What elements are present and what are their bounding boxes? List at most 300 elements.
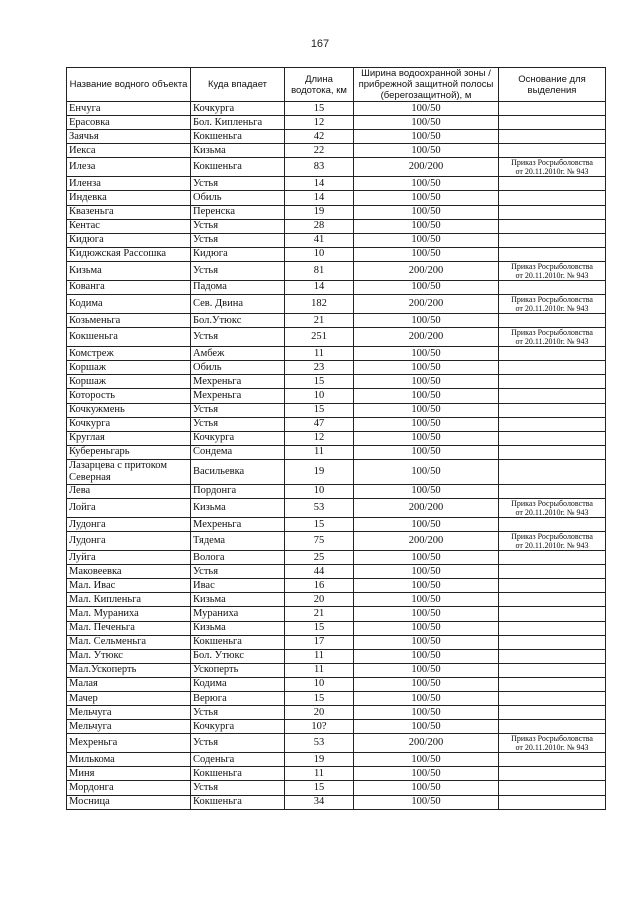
cell-length: 22 [285, 144, 354, 158]
cell-flows-into: Устья [191, 417, 285, 431]
cell-width: 200/200 [354, 328, 499, 347]
cell-length: 42 [285, 130, 354, 144]
cell-width: 100/50 [354, 795, 499, 809]
cell-width: 100/50 [354, 361, 499, 375]
cell-flows-into: Кочкурга [191, 720, 285, 734]
cell-flows-into: Ускоперть [191, 663, 285, 677]
table-row [67, 720, 606, 734]
cell-basis [499, 130, 606, 144]
cell-length: 14 [285, 177, 354, 191]
cell-length: 23 [285, 361, 354, 375]
cell-basis [499, 649, 606, 663]
cell-flows-into: Устья [191, 734, 285, 753]
cell-name: Мехреньга [67, 734, 191, 753]
cell-length: 14 [285, 280, 354, 294]
cell-name: Лазарцева с притоком Северная [67, 459, 191, 484]
cell-flows-into: Васильевка [191, 459, 285, 484]
cell-name: Мал. Мураниха [67, 607, 191, 621]
table-row [67, 347, 606, 361]
table-row [67, 517, 606, 531]
cell-length: 251 [285, 328, 354, 347]
cell-length: 11 [285, 767, 354, 781]
cell-name: Милькома [67, 753, 191, 767]
cell-width: 100/50 [354, 677, 499, 691]
cell-length: 20 [285, 593, 354, 607]
cell-width: 100/50 [354, 116, 499, 130]
cell-length: 25 [285, 551, 354, 565]
cell-width: 100/50 [354, 347, 499, 361]
cell-name: Иекса [67, 144, 191, 158]
cell-flows-into: Тядема [191, 532, 285, 551]
cell-basis [499, 295, 606, 314]
cell-width: 100/50 [354, 177, 499, 191]
cell-basis [499, 692, 606, 706]
cell-basis [499, 389, 606, 403]
basis-line-1: Приказ Росрыболовства [511, 532, 593, 542]
table-row [67, 247, 606, 261]
cell-length: 12 [285, 116, 354, 130]
cell-width: 100/50 [354, 144, 499, 158]
table-row [67, 663, 606, 677]
cell-name: Лева [67, 484, 191, 498]
cell-basis [499, 635, 606, 649]
cell-basis [499, 417, 606, 431]
header-name: Название водного объекта [67, 68, 191, 102]
cell-length: 11 [285, 649, 354, 663]
cell-basis [499, 445, 606, 459]
cell-flows-into: Перенска [191, 205, 285, 219]
cell-width: 100/50 [354, 781, 499, 795]
cell-length: 19 [285, 753, 354, 767]
cell-width: 100/50 [354, 417, 499, 431]
cell-name: Мал. Печеньга [67, 621, 191, 635]
cell-flows-into: Кокшеньга [191, 158, 285, 177]
cell-flows-into: Амбеж [191, 347, 285, 361]
cell-flows-into: Кочкурга [191, 431, 285, 445]
cell-length: 41 [285, 233, 354, 247]
table-row [67, 375, 606, 389]
cell-width: 100/50 [354, 621, 499, 635]
cell-name: Мал. Ивас [67, 579, 191, 593]
cell-length: 21 [285, 314, 354, 328]
table-row [67, 706, 606, 720]
cell-length: 75 [285, 532, 354, 551]
basis-line-2: от 20.11.2010г. № 943 [515, 541, 589, 551]
cell-width: 100/50 [354, 191, 499, 205]
basis-line-2: от 20.11.2010г. № 943 [515, 743, 589, 753]
cell-name: Мал.Ускоперть [67, 663, 191, 677]
cell-flows-into: Кокшеньга [191, 635, 285, 649]
cell-basis [499, 753, 606, 767]
cell-basis [499, 247, 606, 261]
cell-length: 16 [285, 579, 354, 593]
cell-width: 100/50 [354, 314, 499, 328]
basis-line-1: Приказ Росрыболовства [511, 158, 593, 168]
cell-length: 20 [285, 706, 354, 720]
cell-basis [499, 261, 606, 280]
table-row [67, 551, 606, 565]
table-row [67, 484, 606, 498]
cell-name: Илеза [67, 158, 191, 177]
cell-flows-into: Пордонга [191, 484, 285, 498]
cell-name: Мосница [67, 795, 191, 809]
basis-line-1: Приказ Росрыболовства [511, 328, 593, 338]
cell-flows-into: Кизьма [191, 621, 285, 635]
cell-length: 12 [285, 431, 354, 445]
cell-length: 11 [285, 347, 354, 361]
table-row [67, 102, 606, 116]
table-row [67, 753, 606, 767]
cell-width: 100/50 [354, 102, 499, 116]
cell-flows-into: Верюга [191, 692, 285, 706]
table-row [67, 498, 606, 517]
table-row [67, 692, 606, 706]
cell-length: 14 [285, 191, 354, 205]
cell-flows-into: Устья [191, 233, 285, 247]
table-row [67, 130, 606, 144]
cell-flows-into: Бол. Утюкс [191, 649, 285, 663]
cell-length: 15 [285, 102, 354, 116]
table-header [67, 68, 606, 102]
cell-width: 200/200 [354, 532, 499, 551]
table-row [67, 116, 606, 130]
basis-line-2: от 20.11.2010г. № 943 [515, 337, 589, 347]
table-row [67, 261, 606, 280]
cell-basis [499, 431, 606, 445]
table-row [67, 233, 606, 247]
cell-name: Мельчуга [67, 720, 191, 734]
cell-length: 11 [285, 445, 354, 459]
cell-flows-into: Кизьма [191, 593, 285, 607]
cell-name: Малая [67, 677, 191, 691]
table-row [67, 635, 606, 649]
cell-basis [499, 677, 606, 691]
cell-length: 10 [285, 677, 354, 691]
table-row [67, 677, 606, 691]
header-basis: Основание для выделения [499, 68, 606, 102]
cell-length: 34 [285, 795, 354, 809]
cell-flows-into: Бол. Кипленьга [191, 116, 285, 130]
cell-basis [499, 517, 606, 531]
cell-flows-into: Ивас [191, 579, 285, 593]
cell-basis [499, 177, 606, 191]
cell-flows-into: Устья [191, 328, 285, 347]
basis-line-1: Приказ Росрыболовства [511, 295, 593, 305]
cell-basis [499, 498, 606, 517]
cell-length: 47 [285, 417, 354, 431]
table-row [67, 795, 606, 809]
table-row [67, 565, 606, 579]
cell-length: 17 [285, 635, 354, 649]
cell-basis [499, 734, 606, 753]
cell-flows-into: Устья [191, 781, 285, 795]
cell-length: 11 [285, 663, 354, 677]
cell-name: Лойга [67, 498, 191, 517]
cell-name: Лудонга [67, 532, 191, 551]
cell-basis [499, 403, 606, 417]
table-row [67, 734, 606, 753]
cell-flows-into: Устья [191, 565, 285, 579]
cell-basis [499, 579, 606, 593]
table-row [67, 579, 606, 593]
cell-length: 182 [285, 295, 354, 314]
cell-name: Миня [67, 767, 191, 781]
cell-flows-into: Обиль [191, 191, 285, 205]
cell-length: 15 [285, 403, 354, 417]
cell-name: Мал. Сельменьга [67, 635, 191, 649]
cell-flows-into: Кочкурга [191, 102, 285, 116]
cell-width: 100/50 [354, 579, 499, 593]
cell-basis [499, 767, 606, 781]
cell-basis [499, 280, 606, 294]
cell-basis [499, 116, 606, 130]
cell-width: 100/50 [354, 720, 499, 734]
cell-width: 100/50 [354, 375, 499, 389]
cell-basis [499, 314, 606, 328]
cell-width: 100/50 [354, 445, 499, 459]
cell-width: 100/50 [354, 635, 499, 649]
cell-flows-into: Кокшеньга [191, 767, 285, 781]
cell-length: 10 [285, 389, 354, 403]
cell-basis [499, 102, 606, 116]
cell-width: 100/50 [354, 767, 499, 781]
table-row [67, 191, 606, 205]
table-row [67, 649, 606, 663]
cell-basis [499, 607, 606, 621]
cell-width: 100/50 [354, 389, 499, 403]
cell-flows-into: Кизьма [191, 498, 285, 517]
cell-length: 53 [285, 734, 354, 753]
cell-width: 100/50 [354, 692, 499, 706]
cell-width: 100/50 [354, 484, 499, 498]
table-row [67, 219, 606, 233]
cell-width: 100/50 [354, 593, 499, 607]
cell-name: Кокшеньга [67, 328, 191, 347]
cell-basis [499, 565, 606, 579]
cell-name: Круглая [67, 431, 191, 445]
cell-basis [499, 593, 606, 607]
basis-line-2: от 20.11.2010г. № 943 [515, 507, 589, 517]
cell-length: 28 [285, 219, 354, 233]
cell-width: 200/200 [354, 261, 499, 280]
cell-basis [499, 219, 606, 233]
cell-width: 100/50 [354, 706, 499, 720]
cell-flows-into: Устья [191, 261, 285, 280]
basis-line-2: от 20.11.2010г. № 943 [515, 167, 589, 177]
cell-width: 100/50 [354, 649, 499, 663]
cell-name: Кодима [67, 295, 191, 314]
cell-flows-into: Сев. Двина [191, 295, 285, 314]
cell-name: Мельчуга [67, 706, 191, 720]
cell-flows-into: Устья [191, 219, 285, 233]
cell-width: 100/50 [354, 219, 499, 233]
cell-flows-into: Кодима [191, 677, 285, 691]
cell-flows-into: Устья [191, 706, 285, 720]
table-row [67, 403, 606, 417]
cell-name: Енчуга [67, 102, 191, 116]
cell-name: Кубереньгарь [67, 445, 191, 459]
cell-flows-into: Мураниха [191, 607, 285, 621]
cell-flows-into: Кизьма [191, 144, 285, 158]
cell-width: 100/50 [354, 130, 499, 144]
cell-name: Кочкужмень [67, 403, 191, 417]
cell-name: Кизьма [67, 261, 191, 280]
table-row [67, 459, 606, 484]
table-row [67, 532, 606, 551]
cell-length: 83 [285, 158, 354, 177]
header-length: Длина водотока, км [285, 68, 354, 102]
cell-length: 44 [285, 565, 354, 579]
page-number: 167 [310, 38, 330, 50]
table-row [67, 328, 606, 347]
table-row [67, 621, 606, 635]
cell-name: Которость [67, 389, 191, 403]
cell-length: 15 [285, 621, 354, 635]
cell-basis [499, 706, 606, 720]
table-row [67, 389, 606, 403]
cell-flows-into: Мехреньга [191, 389, 285, 403]
cell-length: 21 [285, 607, 354, 621]
basis-line-2: от 20.11.2010г. № 943 [515, 304, 589, 314]
cell-name: Мал. Кипленьга [67, 593, 191, 607]
cell-basis [499, 144, 606, 158]
cell-name: Лудонга [67, 517, 191, 531]
water-bodies-table [66, 67, 606, 810]
cell-width: 100/50 [354, 403, 499, 417]
cell-length: 15 [285, 781, 354, 795]
cell-basis [499, 459, 606, 484]
cell-basis [499, 205, 606, 219]
cell-basis [499, 484, 606, 498]
cell-basis [499, 158, 606, 177]
cell-name: Маковеевка [67, 565, 191, 579]
table-row [67, 158, 606, 177]
cell-basis [499, 191, 606, 205]
cell-basis [499, 347, 606, 361]
cell-width: 100/50 [354, 205, 499, 219]
cell-flows-into: Падома [191, 280, 285, 294]
cell-basis [499, 361, 606, 375]
cell-width: 100/50 [354, 607, 499, 621]
table-row [67, 205, 606, 219]
cell-width: 100/50 [354, 663, 499, 677]
cell-flows-into: Кокшеньга [191, 130, 285, 144]
cell-basis [499, 663, 606, 677]
cell-flows-into: Мехреньга [191, 517, 285, 531]
cell-flows-into: Соденьга [191, 753, 285, 767]
cell-name: Коршаж [67, 361, 191, 375]
cell-flows-into: Бол.Утюкс [191, 314, 285, 328]
table-row [67, 314, 606, 328]
cell-basis [499, 551, 606, 565]
cell-width: 100/50 [354, 517, 499, 531]
cell-length: 10? [285, 720, 354, 734]
cell-length: 15 [285, 375, 354, 389]
cell-name: Заячья [67, 130, 191, 144]
table-row [67, 445, 606, 459]
cell-width: 100/50 [354, 565, 499, 579]
cell-length: 19 [285, 205, 354, 219]
cell-name: Мордонга [67, 781, 191, 795]
cell-width: 100/50 [354, 233, 499, 247]
cell-length: 15 [285, 517, 354, 531]
cell-flows-into: Мехреньга [191, 375, 285, 389]
table-row [67, 295, 606, 314]
cell-basis [499, 233, 606, 247]
cell-basis [499, 532, 606, 551]
cell-name: Мачер [67, 692, 191, 706]
cell-name: Мал. Утюкс [67, 649, 191, 663]
table-row [67, 177, 606, 191]
cell-flows-into: Волога [191, 551, 285, 565]
cell-flows-into: Сондема [191, 445, 285, 459]
cell-basis [499, 781, 606, 795]
table-row [67, 767, 606, 781]
cell-basis [499, 328, 606, 347]
basis-line-2: от 20.11.2010г. № 943 [515, 270, 589, 280]
cell-width: 200/200 [354, 158, 499, 177]
cell-length: 19 [285, 459, 354, 484]
table-body [67, 102, 606, 810]
table-row [67, 781, 606, 795]
cell-length: 10 [285, 484, 354, 498]
cell-name: Луйга [67, 551, 191, 565]
cell-name: Кидюжская Рассошка [67, 247, 191, 261]
cell-name: Кованга [67, 280, 191, 294]
cell-basis [499, 720, 606, 734]
table-row [67, 361, 606, 375]
table-row [67, 144, 606, 158]
cell-name: Кентас [67, 219, 191, 233]
cell-name: Кидюга [67, 233, 191, 247]
cell-name: Индевка [67, 191, 191, 205]
cell-width: 100/50 [354, 551, 499, 565]
cell-width: 200/200 [354, 295, 499, 314]
cell-name: Иленза [67, 177, 191, 191]
basis-line-1: Приказ Росрыболовства [511, 261, 593, 271]
cell-flows-into: Устья [191, 177, 285, 191]
cell-length: 53 [285, 498, 354, 517]
cell-name: Ерасовка [67, 116, 191, 130]
cell-width: 200/200 [354, 734, 499, 753]
basis-line-1: Приказ Росрыболовства [511, 498, 593, 508]
header-width: Ширина водоохранной зоны / прибрежной защитной полосы (берегозащитной), м [354, 68, 499, 102]
cell-width: 100/50 [354, 247, 499, 261]
cell-basis [499, 795, 606, 809]
cell-length: 10 [285, 247, 354, 261]
cell-basis [499, 621, 606, 635]
table-row [67, 280, 606, 294]
header-flows-into: Куда впадает [191, 68, 285, 102]
cell-flows-into: Устья [191, 403, 285, 417]
cell-flows-into: Кокшеньга [191, 795, 285, 809]
table-row [67, 593, 606, 607]
cell-width: 100/50 [354, 431, 499, 445]
cell-flows-into: Кидюга [191, 247, 285, 261]
cell-width: 100/50 [354, 753, 499, 767]
cell-name: Коршаж [67, 375, 191, 389]
cell-width: 100/50 [354, 280, 499, 294]
table-row [67, 607, 606, 621]
cell-width: 100/50 [354, 459, 499, 484]
cell-name: Козьменьга [67, 314, 191, 328]
table-row [67, 417, 606, 431]
cell-length: 15 [285, 692, 354, 706]
cell-name: Кочкурга [67, 417, 191, 431]
cell-width: 200/200 [354, 498, 499, 517]
table-row [67, 431, 606, 445]
basis-line-1: Приказ Росрыболовства [511, 734, 593, 744]
